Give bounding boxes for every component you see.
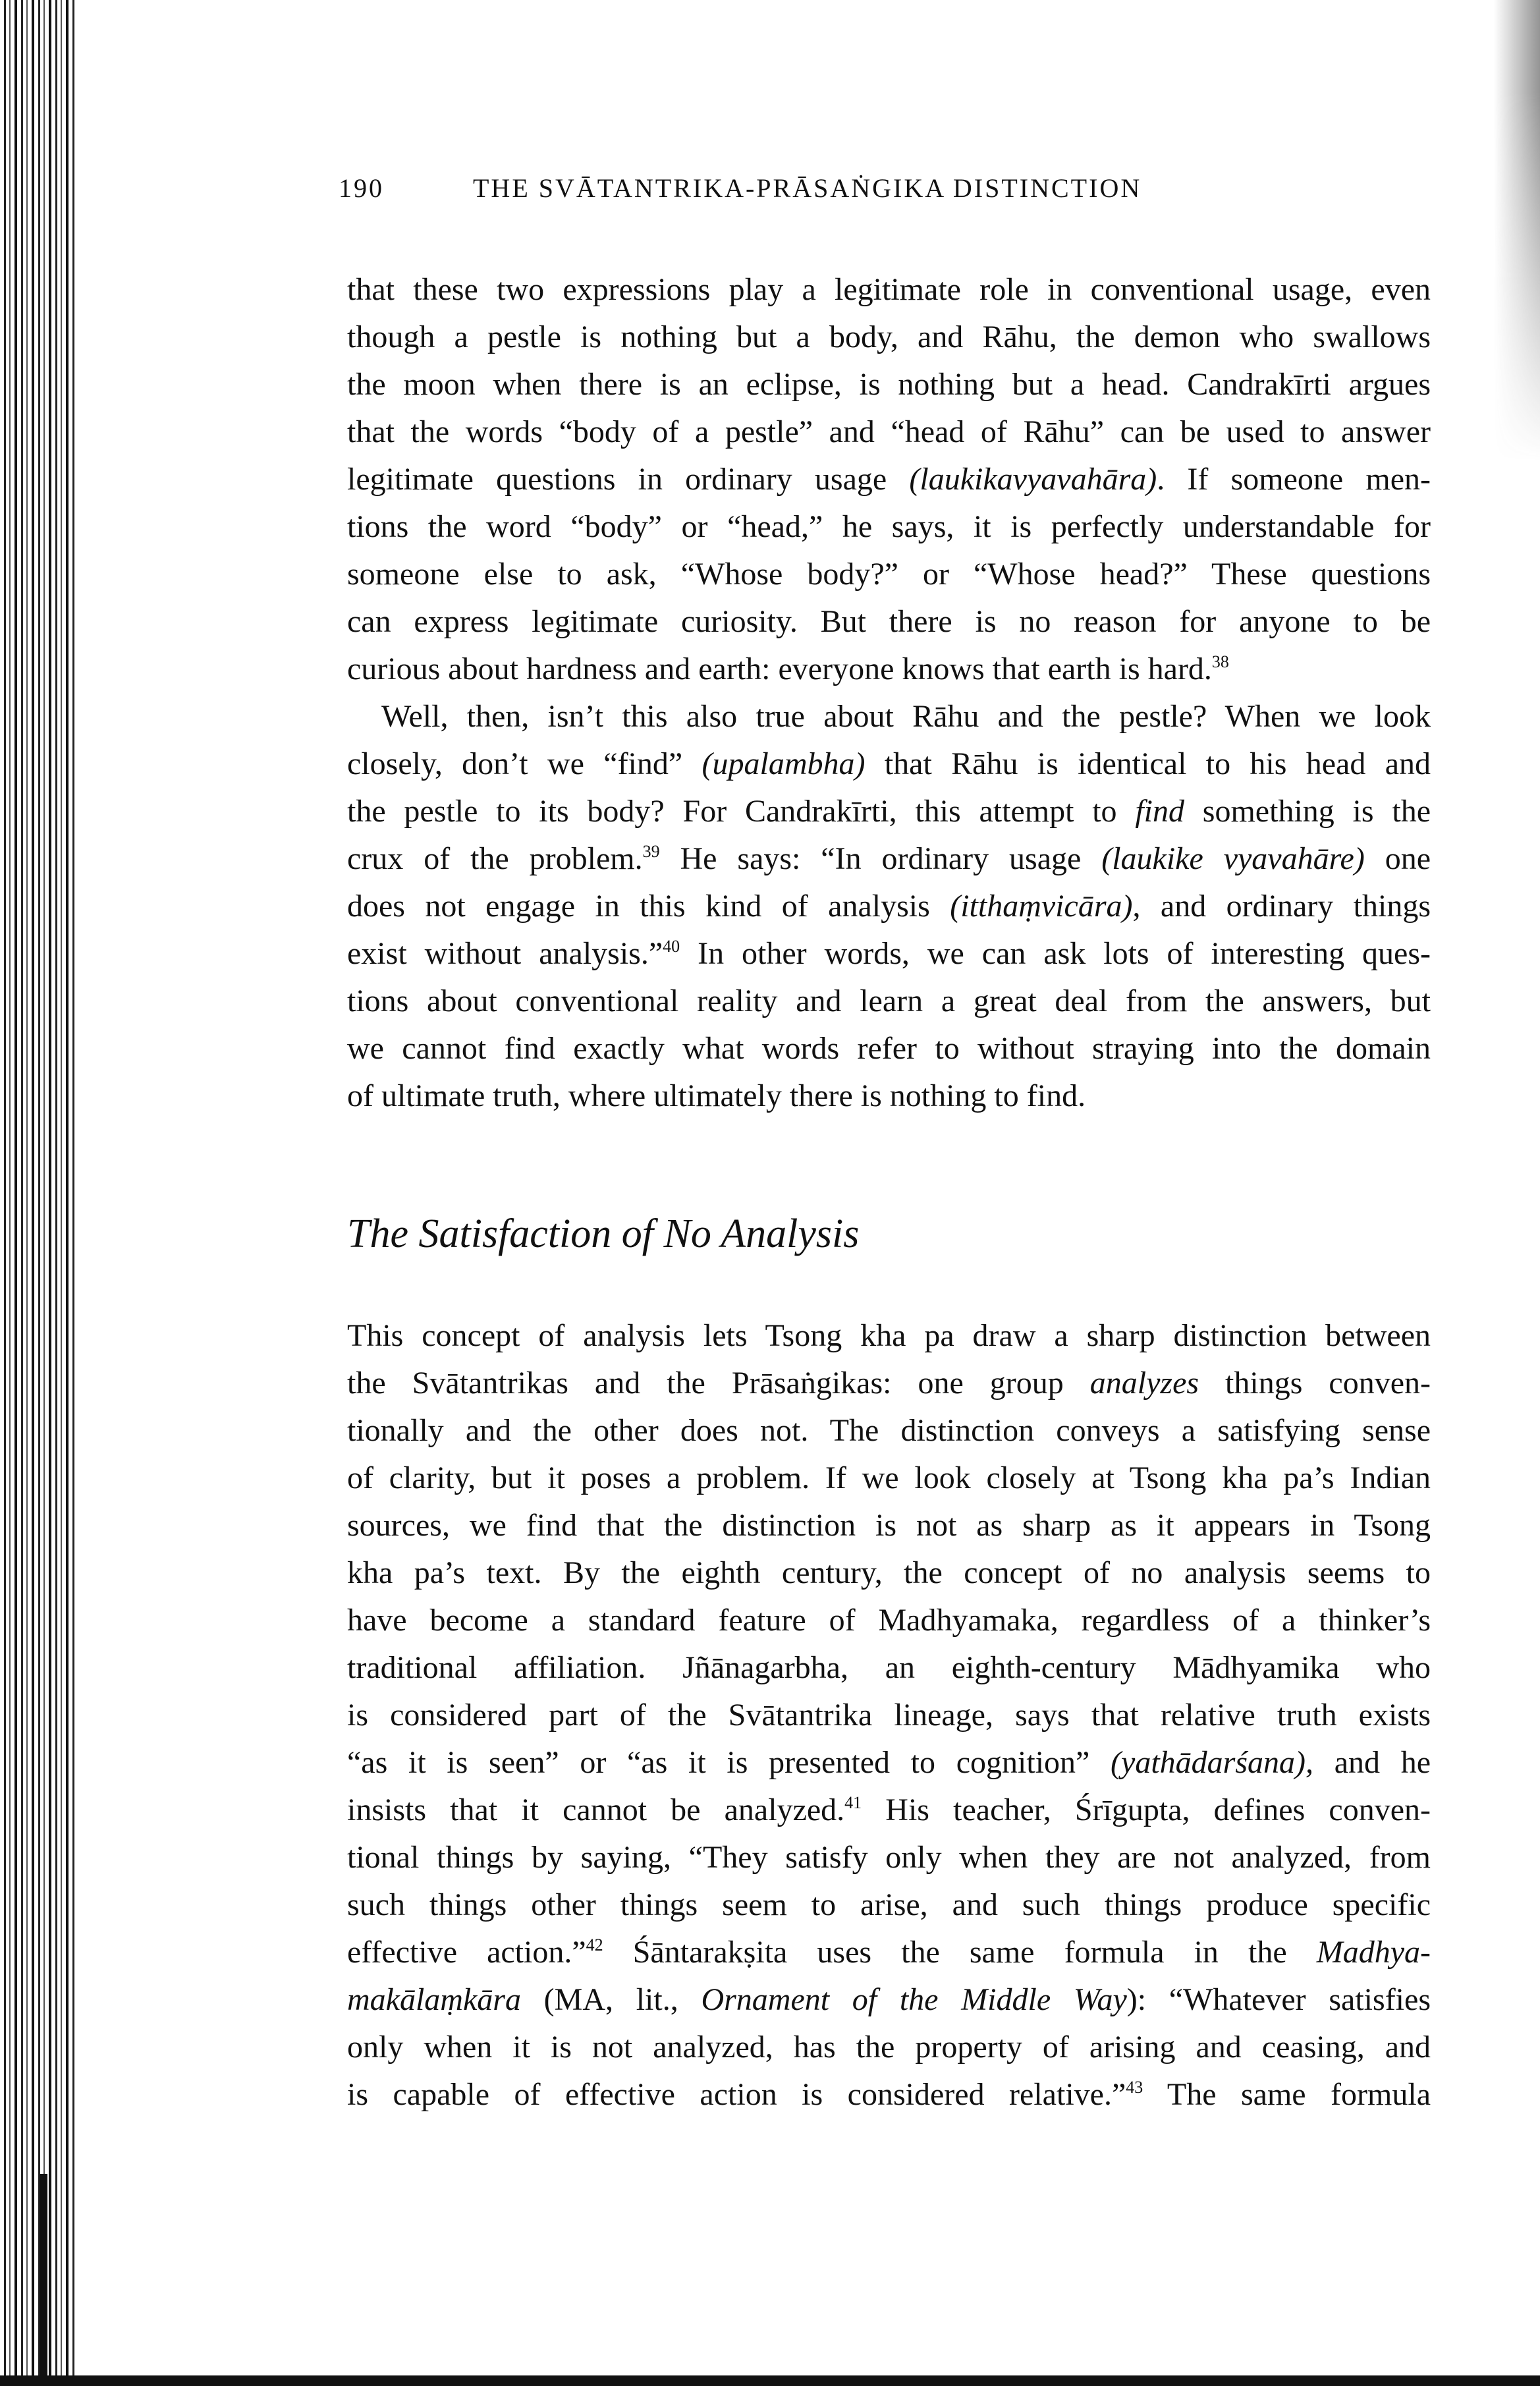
text-run: the moon when there is an eclipse, is nothing but a head. Candrakīrti argues (347, 367, 1431, 402)
italic-term: (upalambha) (701, 746, 866, 781)
text-run: kha pa’s text. By the eighth century, the concept of no analysis seems to (347, 1555, 1431, 1590)
text-run: is considered part of the Svātantrika lineage, says that relative truth exists (347, 1698, 1431, 1733)
text-run: , and ordinary things (1132, 889, 1431, 924)
text-run: curious about hardness and earth: everyone knows that earth is hard. (347, 652, 1212, 686)
text-run: Śāntarakṣita uses the same formula in the (603, 1935, 1317, 1970)
text-line (347, 1834, 1431, 1881)
footnote-ref: 40 (663, 937, 680, 956)
text-run: The same formula (1143, 2077, 1431, 2112)
page-edge-shadow (1494, 0, 1540, 461)
section-heading: The Satisfaction of No Analysis (347, 1211, 860, 1256)
footnote-ref: 41 (844, 1793, 862, 1812)
footnote-ref: 39 (642, 842, 660, 861)
text-line (347, 883, 1431, 930)
text-line (347, 1976, 1431, 2024)
text-run: that these two expressions play a legitimate role in conventional usage, even (347, 272, 1431, 307)
text-run: exist without analysis.” (347, 936, 663, 971)
text-line (347, 1455, 1431, 1502)
text-run: have become a standard feature of Madhyamaka, regardless of a thinker’s (347, 1603, 1431, 1638)
text-run: legitimate questions in ordinary usage (347, 462, 910, 497)
text-run: effective action.” (347, 1935, 586, 1970)
text-line (347, 740, 1431, 788)
page-number: 190 (339, 173, 384, 203)
footnote-ref: 38 (1211, 652, 1229, 671)
scan-bottom-border (0, 2375, 1540, 2386)
text-line (347, 1025, 1431, 1072)
paragraph (347, 266, 1431, 693)
text-run: the Svātantrikas and the Prāsaṅgikas: one group (347, 1366, 1090, 1401)
book-binding-edge (40, 2174, 47, 2378)
italic-term: (laukikavyavahāra) (909, 462, 1157, 497)
text-run: one (1364, 841, 1431, 876)
text-line (347, 978, 1431, 1025)
text-line (347, 1502, 1431, 1549)
text-run: closely, don’t we “find” (347, 746, 702, 781)
text-run: is capable of effective action is considered relative.” (347, 2077, 1126, 2112)
text-run: we cannot find exactly what words refer to without straying into the domain (347, 1031, 1431, 1066)
text-run: This concept of analysis lets Tsong kha pa draw a sharp distinction between (347, 1318, 1431, 1353)
text-run: crux of the problem. (347, 841, 643, 876)
text-line (347, 2024, 1431, 2071)
text-run: His teacher, Śrīgupta, defines conven- (862, 1792, 1431, 1827)
footnote-ref: 42 (586, 1935, 603, 1955)
text-line (347, 1692, 1431, 1739)
text-line (347, 930, 1431, 978)
italic-term: find (1135, 794, 1184, 829)
text-line (347, 266, 1431, 314)
text-run: of ultimate truth, where ultimately there is nothing to find. (347, 1078, 1086, 1113)
italic-term: (yathādarśana), (1111, 1745, 1313, 1780)
text-run: In other words, we can ask lots of interesting ques- (680, 936, 1431, 971)
text-line (347, 1787, 1431, 1834)
text-run: . If someone men- (1157, 462, 1431, 497)
text-run: someone else to ask, “Whose body?” or “Whose head?” These questions (347, 557, 1431, 592)
text-line (347, 1312, 1431, 1360)
text-run: that Rāhu is identical to his head and (865, 746, 1431, 781)
text-line (347, 314, 1431, 361)
italic-term: (itthaṃvicāra) (950, 889, 1133, 924)
text-run: “as it is seen” or “as it is presented to cognition” (347, 1745, 1111, 1780)
text-line (347, 646, 1431, 693)
text-line (347, 361, 1431, 408)
text-run: (MA, lit., (520, 1982, 701, 2017)
text-line (347, 1739, 1431, 1787)
text-line (347, 2071, 1431, 2119)
text-run: that the words “body of a pestle” and “head of Rāhu” can be used to answer (347, 414, 1431, 449)
text-run: insists that it cannot be analyzed. (347, 1792, 845, 1827)
text-run: tions the word “body” or “head,” he says, it is perfectly understandable for (347, 509, 1431, 544)
text-run: sources, we find that the distinction is not as sharp as it appears in Tsong (347, 1508, 1431, 1543)
italic-term: makālaṃkāra (347, 1982, 521, 2017)
text-line (347, 1597, 1431, 1644)
text-run: tionally and the other does not. The distinction conveys a satisfying sense (347, 1413, 1431, 1448)
text-line (347, 408, 1431, 456)
text-line (347, 1549, 1431, 1597)
paragraph (347, 1312, 1431, 2119)
text-run: Well, then, isn’t this also true about Rāhu and the pestle? When we look (381, 699, 1431, 734)
footnote-ref: 43 (1126, 2078, 1143, 2097)
book-binding-shadow (0, 0, 78, 2378)
text-line (347, 456, 1431, 503)
text-line (347, 1360, 1431, 1407)
text-run: only when it is not analyzed, has the property of arising and ceasing, and (347, 2030, 1431, 2065)
text-line (347, 1407, 1431, 1455)
text-line (347, 1072, 1431, 1120)
text-run: things conven- (1199, 1366, 1431, 1401)
text-run: though a pestle is nothing but a body, and Rāhu, the demon who swallows (347, 319, 1431, 354)
text-line (347, 598, 1431, 646)
text-line (347, 835, 1431, 883)
text-line (347, 1881, 1431, 1929)
text-run: tional things by saying, “They satisfy only when they are not analyzed, from (347, 1840, 1431, 1875)
italic-term: Ornament of the Middle Way (701, 1982, 1127, 2017)
text-run: ): “Whatever satisfies (1126, 1982, 1431, 2017)
text-run: does not engage in this kind of analysis (347, 889, 950, 924)
italic-term: (laukike vyavahāre) (1101, 841, 1365, 876)
text-line (347, 1644, 1431, 1692)
paragraph (347, 693, 1431, 1120)
text-run: traditional affiliation. Jñānagarbha, an eighth-century Mādhyamika who (347, 1650, 1431, 1685)
italic-term: Madhya- (1316, 1935, 1431, 1970)
text-run: something is the (1184, 794, 1431, 829)
text-run: such things other things seem to arise, and such things produce specific (347, 1887, 1431, 1922)
text-run: He says: “In ordinary usage (659, 841, 1102, 876)
text-run: of clarity, but it poses a problem. If we look closely at Tsong kha pa’s Indian (347, 1460, 1431, 1495)
text-run: tions about conventional reality and learn a great deal from the answers, but (347, 984, 1431, 1018)
text-line (347, 693, 1431, 740)
text-line (347, 551, 1431, 598)
text-line (347, 503, 1431, 551)
text-run: and he (1313, 1745, 1431, 1780)
text-line (347, 788, 1431, 835)
text-run: the pestle to its body? For Candrakīrti, this attempt to (347, 794, 1136, 829)
text-line (347, 1929, 1431, 1976)
italic-term: analyzes (1089, 1366, 1199, 1401)
text-run: can express legitimate curiosity. But there is no reason for anyone to be (347, 604, 1431, 639)
running-head-title: THE SVĀTANTRIKA-PRĀSAṄGIKA DISTINCTION (473, 173, 1142, 203)
